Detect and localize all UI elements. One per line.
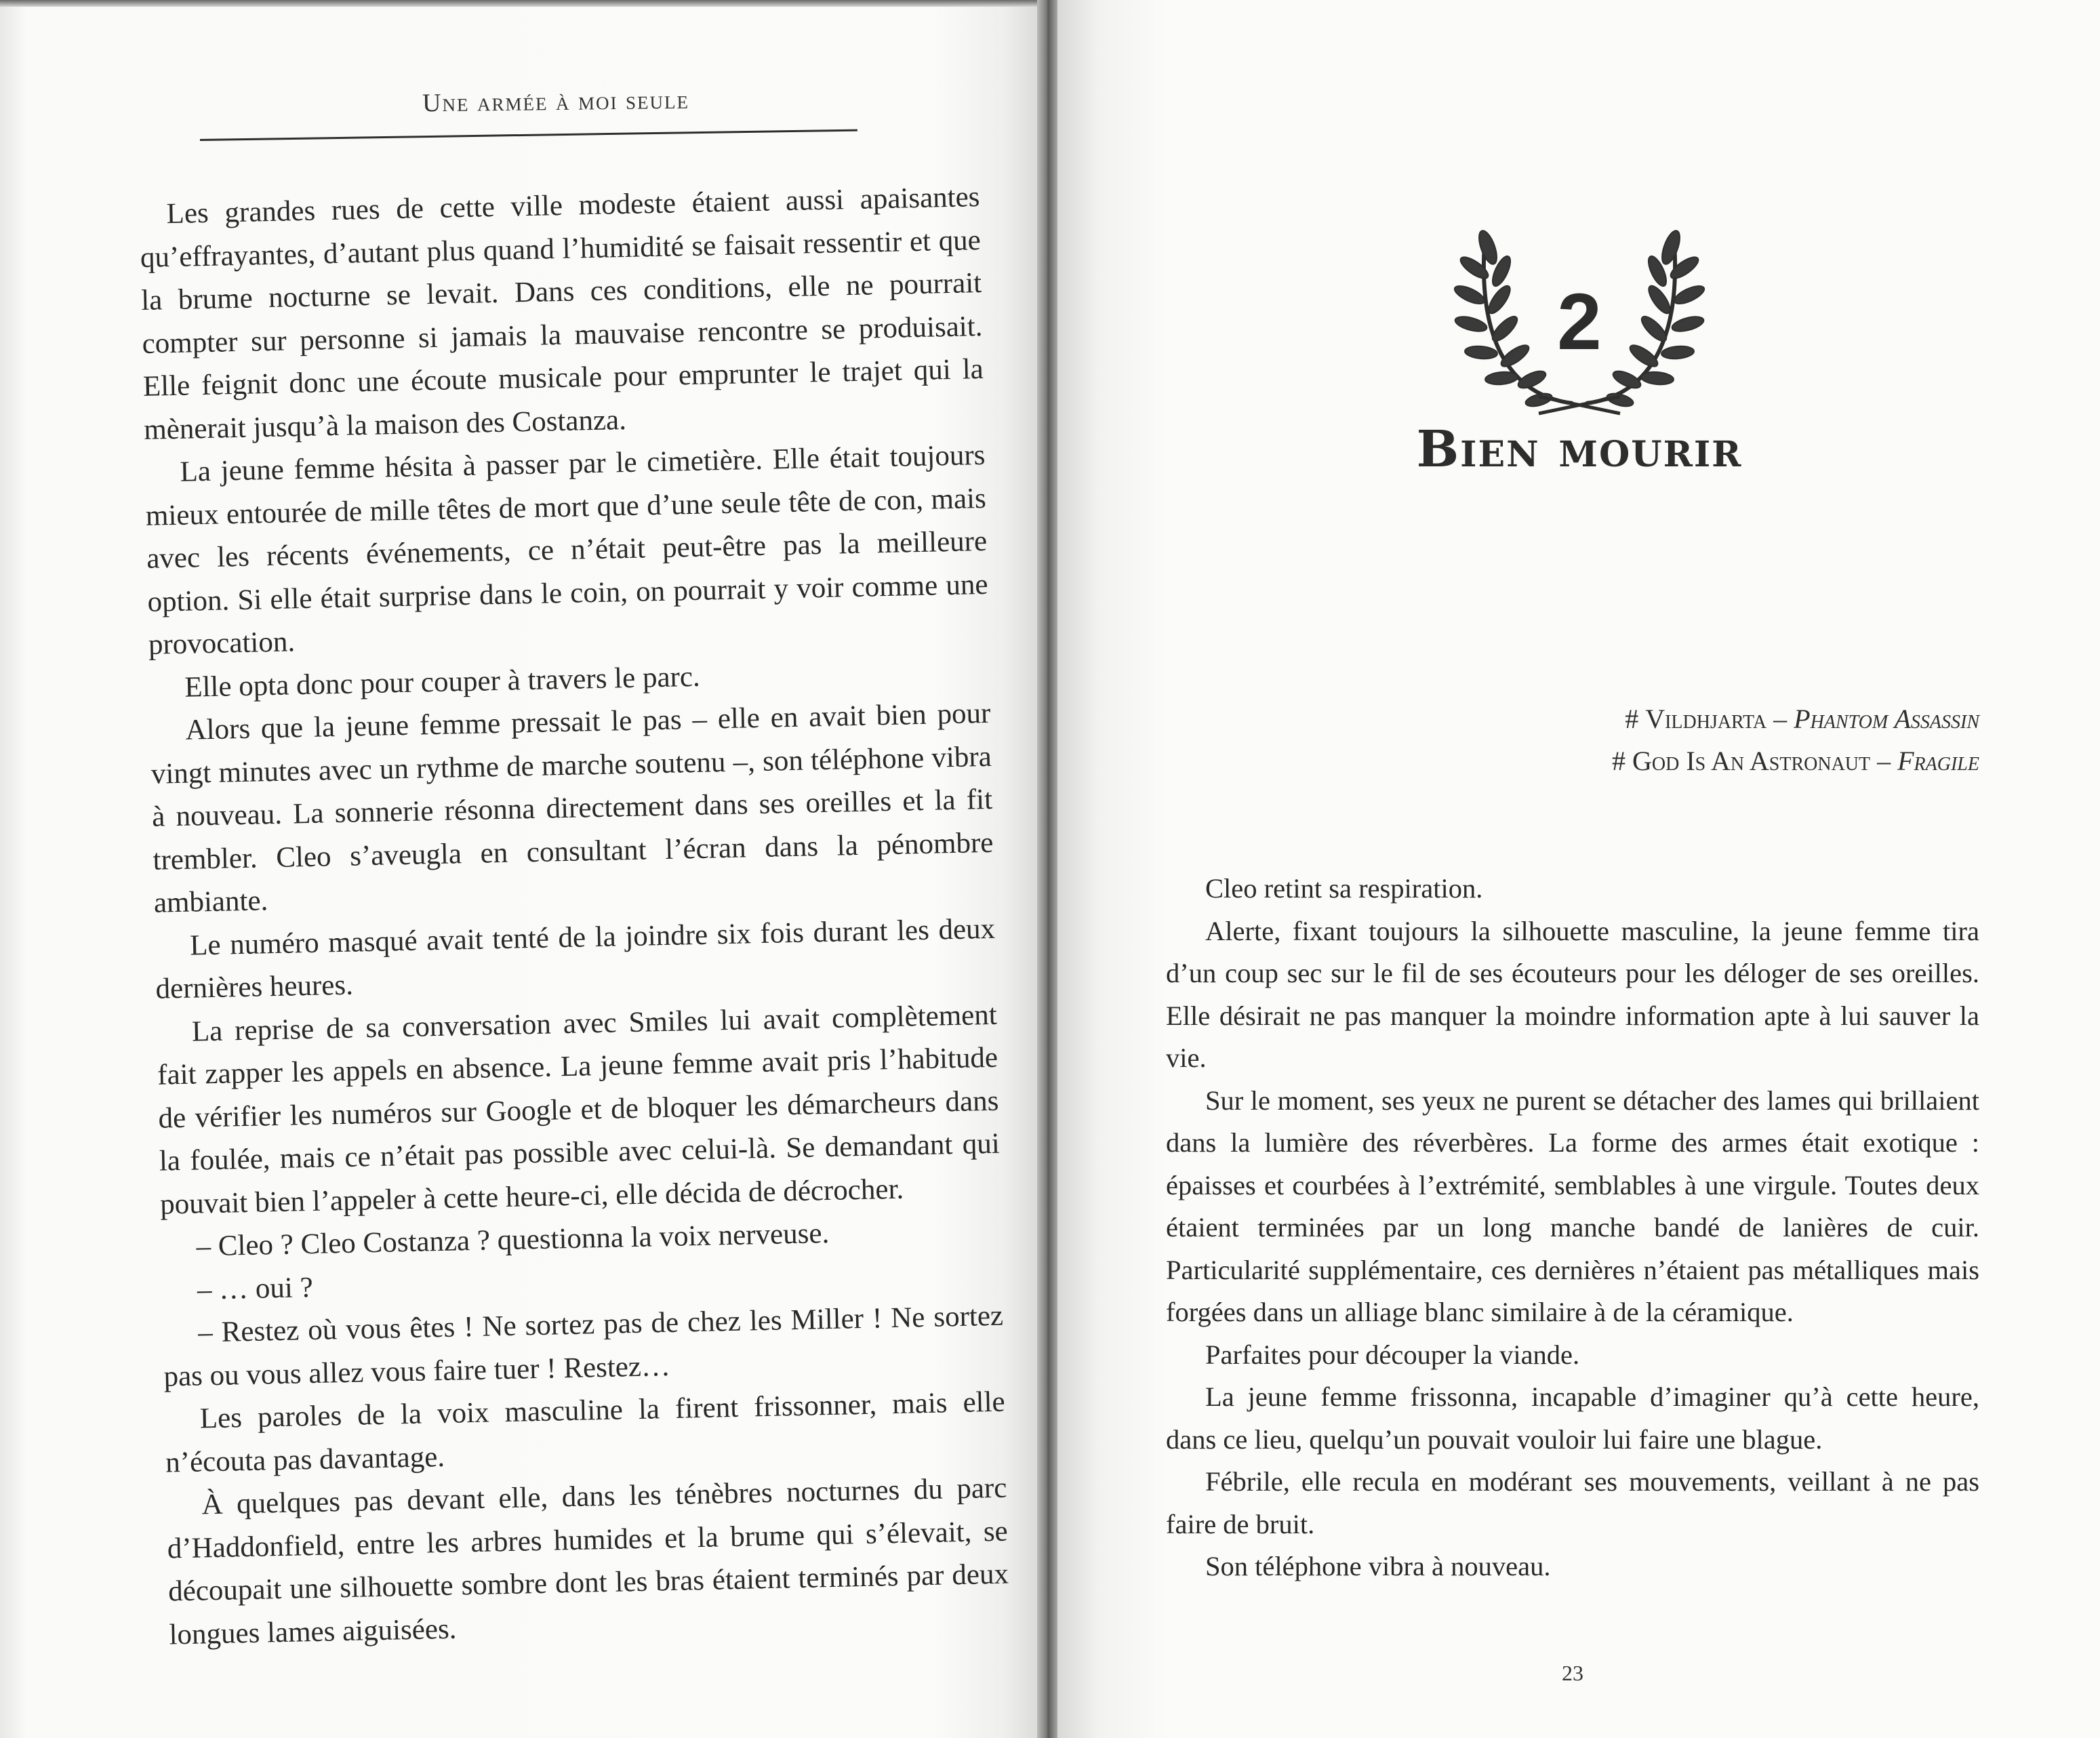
paragraph: Alors que la jeune femme pressait le pas – elle en avait bien pour vingt minutes avec un rythme de marche soutenu –, son téléphone vibra à nouveau. La sonnerie résonna directement dans ses oreilles et la fit trembler. Cleo s’aveugla en consultant l’écran dans la pénombre ambiante. [150,697,994,919]
epigraph-artist: Vildhjarta [1645,704,1767,734]
epigraph-line [1437,698,1979,740]
page-number: 23 [1562,1661,1583,1685]
paragraph: La reprise de sa conversation avec Smiles lui avait complètement fait zapper les appels en absence. La jeune femme avait pris l’habitude de vérifier les numéros sur Google et de bloquer les démarcheurs dans la foulée, mais ce n’était pas possible avec celui-là. Se demandant qui pouvait bien l’appeler à cette heure-ci, elle décida de décrocher. [157,998,1001,1221]
running-head: Une armée à moi seule [422,85,690,118]
epigraph-artist: God Is An Astronaut [1632,746,1871,776]
paragraph: – … oui ? [197,1271,314,1306]
epigraph-track: Phantom Assassin [1794,704,1979,734]
epigraph-separator: – [1766,704,1794,734]
epigraph-prefix: # [1611,746,1632,776]
paragraph: Sur le moment, ses yeux ne purent se détacher des lames qui brillaient dans la lumière des réverbères. La forme des armes était exotique : épaisses et courbées à l’extrémité, semblables à une virgule. Toutes deux étaient terminées par un long manche bandé de lanières de cuir. Particularité supplémentaire, ces dernières n’étaient pas métalliques mais forgées dans un alliage blanc similaire à de la céramique. [1166,1085,1979,1327]
epigraph [1437,698,1979,782]
paragraph: Les paroles de la voix masculine la firent frissonner, mais elle n’écouta pas davantage. [165,1386,1006,1479]
paragraph: Alerte, fixant toujours la silhouette masculine, la jeune femme tira d’un coup sec sur le fil de ses écouteurs pour les déloger de ses oreilles. Elle désirait ne pas manquer la moindre information apte à lui sauver la vie. [1166,915,1979,1073]
paragraph: À quelques pas devant elle, dans les ténèbres nocturnes du parc d’Haddonfield, entre les arbres humides et la brume qui s’élevait, se découpait une silhouette sombre dont les bras étaient terminés par deux longues lames aiguisées. [167,1472,1009,1651]
epigraph-separator: – [1870,746,1898,776]
chapter-number: 2 [1557,277,1602,367]
right-page-body [1166,868,1979,1588]
paragraph: Parfaites pour découper la viande. [1205,1339,1580,1370]
page-edge-shadow [0,0,1037,7]
paragraph: La jeune femme hésita à passer par le cimetière. Elle était toujours mieux entourée de mille têtes de mort que d’une seule tête de con, mais avec les récents événements, ce n’était peut-être pas la meilleure option. Si elle était surprise dans le coin, on pourrait y voir comme une provocation. [145,439,988,661]
epigraph-prefix: # [1625,704,1646,734]
paragraph: Son téléphone vibra à nouveau. [1205,1551,1551,1581]
chapter-title: Bien mourir [1416,420,1743,479]
paragraph: Le numéro masqué avait tenté de la joindre six fois durant les deux dernières heures. [155,912,996,1005]
epigraph-line [1437,740,1979,782]
paragraph: Elle opta donc pour couper à travers le parc. [184,660,701,704]
epigraph-track: Fragile [1897,746,1979,776]
book-gutter [1037,0,1057,1738]
paragraph: La jeune femme frissonna, incapable d’imaginer qu’à cette heure, dans ce lieu, quelqu’un pouvait vouloir lui faire une blague. [1166,1381,1979,1455]
paragraph: Les grandes rues de cette ville modeste étaient aussi apaisantes qu’effrayantes, d’autant plus quand l’humidité se faisait ressentir et que la brume nocturne se levait. Dans ces conditions, elle ne pourrait compter sur personne si jamais la mauvaise rencontre se produisait. Elle feignit donc une écoute musicale pour emprunter le trajet qui la mènerait jusqu’à la maison des Costanza. [140,181,984,446]
paragraph: – Restez où vous êtes ! Ne sortez pas de chez les Miller ! Ne sortez pas ou vous allez vous faire tuer ! Restez… [163,1299,1004,1393]
paragraph: Cleo retint sa respiration. [1205,873,1483,904]
left-page-body [139,176,1010,1656]
paragraph: – Cleo ? Cleo Costanza ? questionna la voix nerveuse. [196,1217,830,1263]
paragraph: Fébrile, elle recula en modérant ses mouvements, veillant à ne pas faire de bruit. [1166,1466,1979,1539]
